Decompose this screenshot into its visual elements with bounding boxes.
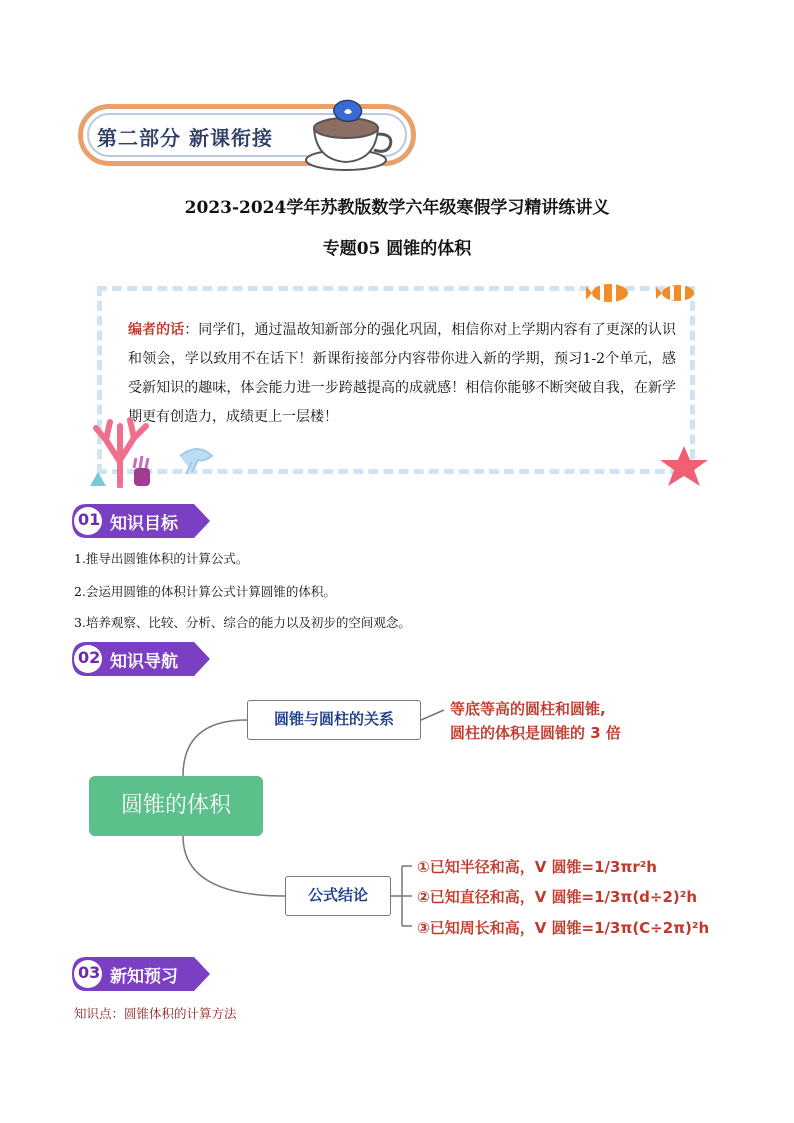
banner-text: 第二部分 新课衔接	[97, 126, 273, 150]
section-title: 新知预习	[110, 967, 178, 987]
mindmap-node-relation: 圆锥与圆柱的关系	[247, 700, 421, 740]
section-title: 知识目标	[110, 514, 178, 534]
relation-line: 等底等高的圆柱和圆锥,	[450, 700, 606, 718]
note-label: 编者的话	[128, 322, 185, 338]
section-header-03	[72, 957, 212, 991]
document-title: 2023-2024学年苏教版数学六年级寒假学习精讲练讲义	[184, 198, 610, 218]
mindmap-node-formula: 公式结论	[285, 876, 391, 916]
section-number: 01	[78, 510, 101, 529]
goal-item: 3.培养观察、比较、分析、综合的能力以及初步的空间观念。	[74, 615, 411, 630]
formula-item: ②已知直径和高，V 圆锥=1/3π(d÷2)²h	[417, 888, 698, 906]
relation-description	[450, 697, 621, 745]
section-title: 知识导航	[110, 652, 178, 672]
formula-item: ①已知半径和高，V 圆锥=1/3πr²h	[417, 858, 657, 876]
note-body: ：同学们，通过温故知新部分的强化巩固，相信你对上学期内容有了更深的认识和领会，学以致用不在话下！新课衔接部分内容带你进入新的学期，预习1-2个单元，感受新知识的趣味，体会能力进一步跨越提高的成就感！相信你能够不断突破自我，在新学期更有创造力，成绩更上一层楼！	[128, 322, 677, 425]
goal-item: 2.会运用圆锥的体积计算公式计算圆锥的体积。	[74, 584, 336, 599]
section-number: 02	[78, 648, 101, 667]
formula-item: ③已知周长和高，V 圆锥=1/3π(C÷2π)²h	[417, 919, 710, 937]
goal-item: 1.推导出圆锥体积的计算公式。	[74, 551, 249, 566]
mindmap-root-node: 圆锥的体积	[89, 776, 263, 836]
document-subtitle: 专题05 圆锥的体积	[322, 239, 472, 259]
relation-line: 圆柱的体积是圆锥的 3 倍	[450, 724, 621, 742]
knowledge-point: 知识点：圆锥体积的计算方法	[74, 1006, 237, 1021]
section-number: 03	[78, 963, 101, 982]
